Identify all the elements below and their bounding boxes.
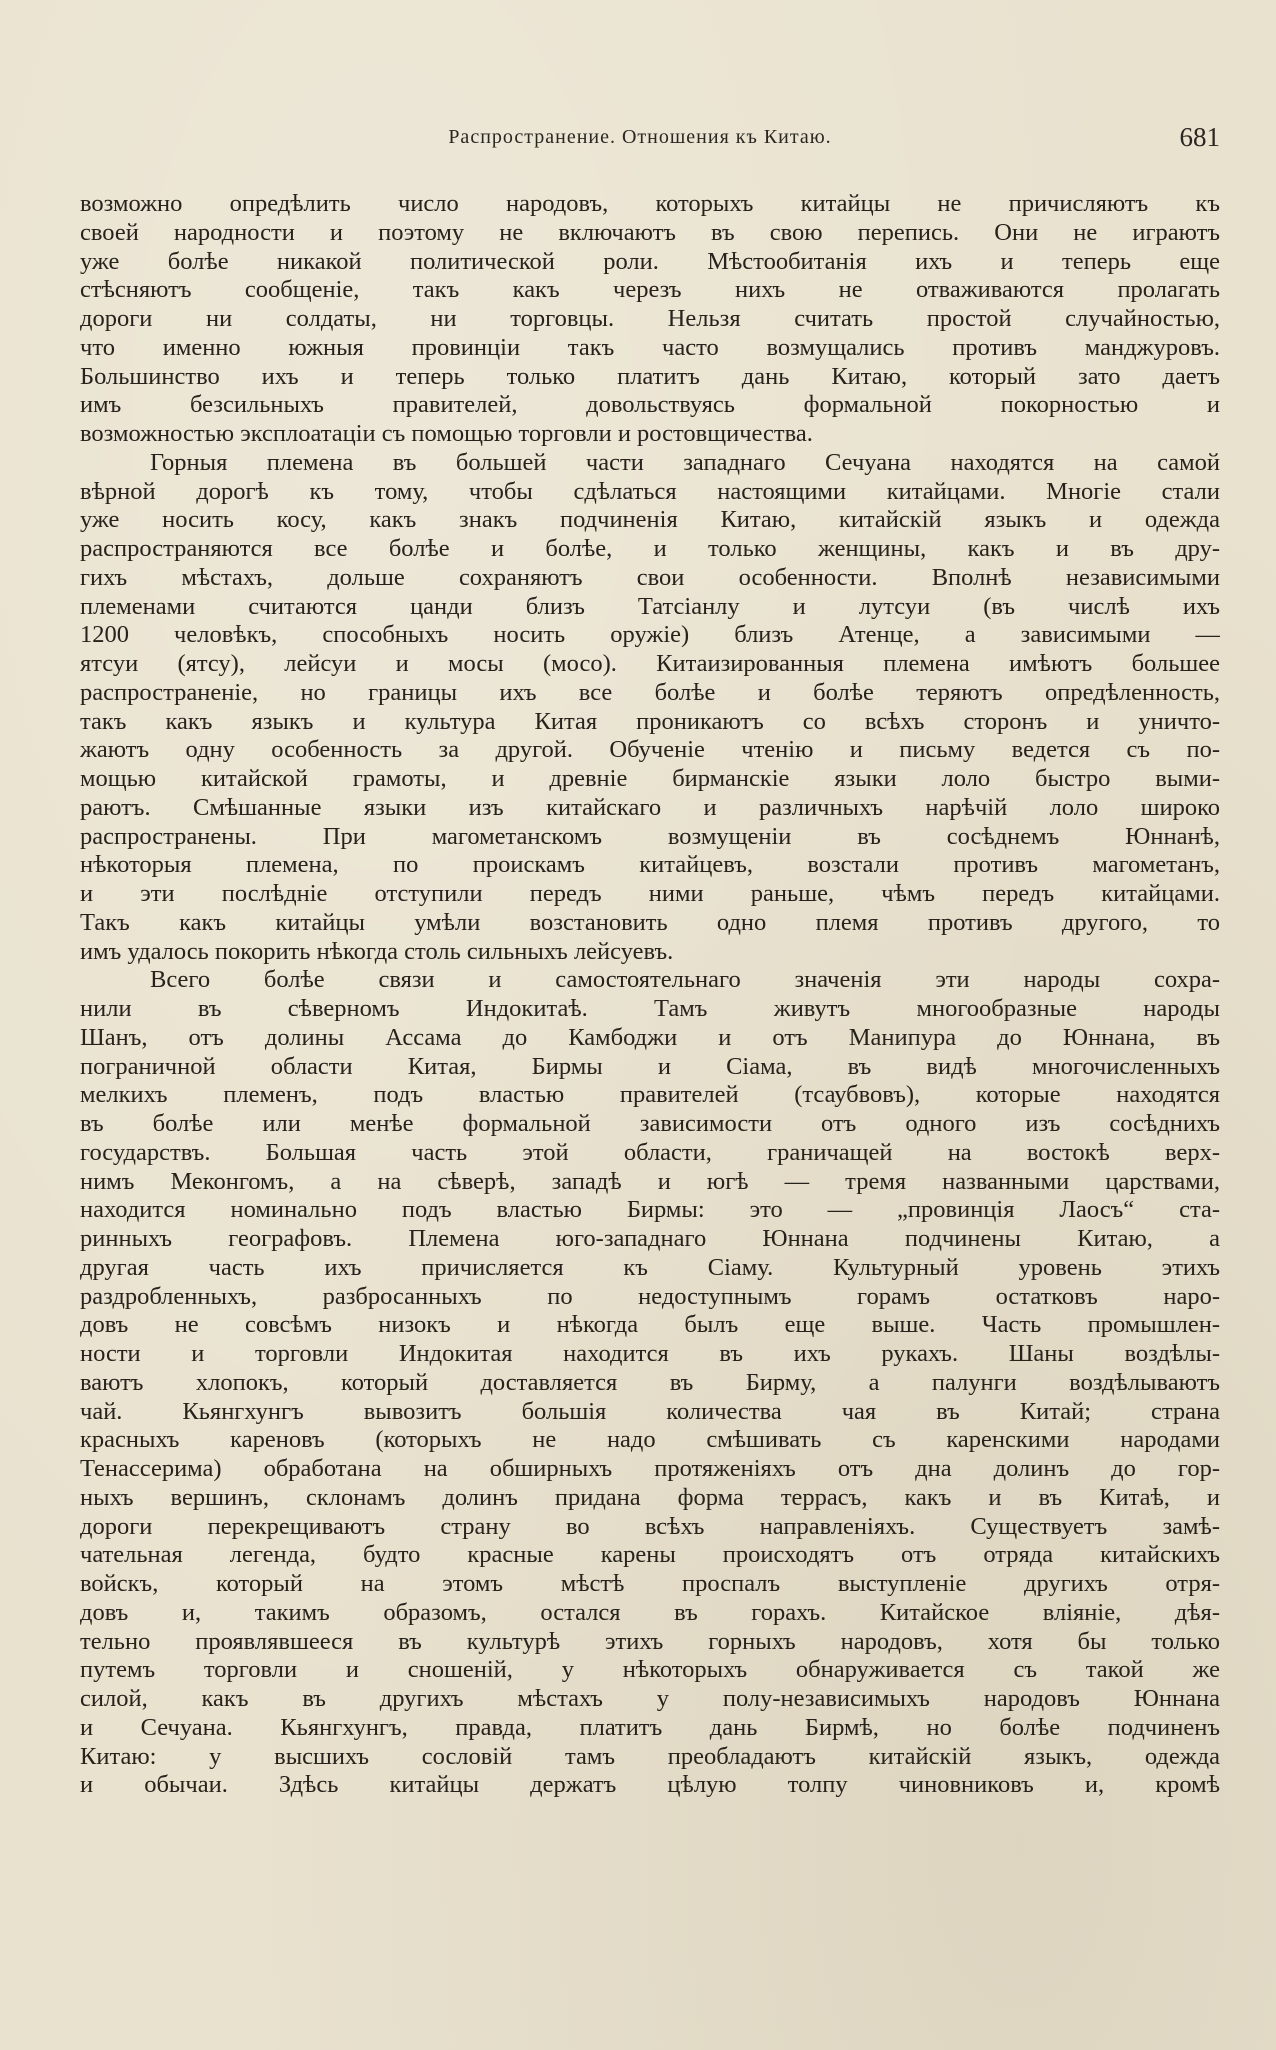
text-line: своей народности и поэтому не включаютъ въ свою перепись. Они не играютъ	[80, 218, 1220, 246]
text-line: находится номинально подъ властью Бирмы: это — „провинція Лаосъ“ ста-	[80, 1196, 1220, 1224]
text-line: чательная легенда, будто красные карены происходятъ отъ отряда китайскихъ	[80, 1541, 1220, 1569]
text-line: ности и торговли Индокитая находится въ ихъ рукахъ. Шаны воздѣлы-	[80, 1340, 1220, 1367]
text-line: имъ безсильныхъ правителей, довольствуясь формальной покорностью и	[80, 391, 1220, 419]
text-line: такъ какъ языкъ и культура Китая проникаютъ со всѣхъ сторонъ и уничто-	[80, 707, 1220, 735]
text-line: что именно южныя провинціи такъ часто возмущались противъ манджуровъ.	[80, 333, 1220, 361]
paragraph-start-line: Всего болѣе связи и самостоятельнаго значенія эти народы сохра-	[150, 966, 1220, 994]
text-line: возможностью эксплоатаціи съ помощью торговли и ростовщичества.	[80, 420, 813, 447]
page-number: 681	[1179, 122, 1220, 152]
text-line: пограничной области Китая, Бирмы и Сіама, въ видѣ многочисленныхъ	[80, 1052, 1220, 1080]
text-line: Большинство ихъ и теперь только платитъ дань Китаю, который зато даетъ	[80, 362, 1220, 390]
text-line: имъ удалось покорить нѣкогда столь сильныхъ лейсуевъ.	[80, 937, 674, 965]
text-line: тельно проявлявшееся въ культурѣ этихъ горныхъ народовъ, хотя бы только	[80, 1627, 1220, 1655]
text-line: мелкихъ племенъ, подъ властью правителей (тсаубвовъ), которые находятся	[80, 1081, 1220, 1109]
text-line: мощью китайской грамоты, и древніе бирманскіе языки лоло быстро выми-	[80, 765, 1220, 792]
text-line: и обычаи. Здѣсь китайцы держатъ цѣлую толпу чиновниковъ и, кромѣ	[80, 1771, 1220, 1799]
text-line: силой, какъ въ другихъ мѣстахъ у полу-независимыхъ народовъ Юннана	[80, 1685, 1220, 1712]
text-line: и Сечуана. Кьянгхунгъ, правда, платитъ дань Бирмѣ, но болѣе подчиненъ	[80, 1713, 1220, 1741]
text-line: 1200 человѣкъ, способныхъ носить оружіе) близъ Атенце, а зависимыми —	[80, 621, 1220, 649]
text-line: довъ и, такимъ образомъ, остался въ горахъ. Китайское вліяніе, дѣя-	[80, 1598, 1220, 1626]
text-line: Китаю: у высшихъ сословій тамъ преобладаютъ китайскій языкъ, одежда	[80, 1742, 1220, 1770]
text-line: жаютъ одну особенность за другой. Обученіе чтенію и письму ведется съ по-	[80, 736, 1220, 764]
text-line: нимъ Меконгомъ, а на сѣверѣ, западѣ и югѣ — тремя названными царствами,	[80, 1167, 1220, 1195]
text-line: нѣкоторыя племена, по проискамъ китайцевъ, возстали противъ магометанъ,	[80, 851, 1220, 879]
text-line: красныхъ кареновъ (которыхъ не надо смѣшивать съ каренскими народами	[80, 1426, 1220, 1454]
text-line: вѣрной дорогѣ къ тому, чтобы сдѣлаться настоящими китайцами. Многіе стали	[80, 477, 1220, 505]
text-line: племенами считаются цанди близъ Татсіанлу и лутсуи (въ числѣ ихъ	[80, 592, 1220, 620]
text-line: дороги перекрещиваютъ страну во всѣхъ направленіяхъ. Существуетъ замѣ-	[80, 1512, 1220, 1540]
text-line: нили въ сѣверномъ Индокитаѣ. Тамъ живутъ многообразные народы	[80, 995, 1220, 1022]
text-line: уже болѣе никакой политической роли. Мѣстообитанія ихъ и теперь еще	[80, 247, 1220, 275]
running-head: Распространение. Отношения къ Китаю.	[448, 126, 832, 148]
text-line: ятсуи (ятсу), лейсуи и мосы (мосо). Китаизированныя племена имѣютъ большее	[80, 650, 1220, 677]
text-line: войскъ, который на этомъ мѣстѣ проспалъ выступленіе другихъ отря-	[80, 1570, 1220, 1597]
text-line: ныхъ вершинъ, склонамъ долинъ придана форма террасъ, какъ и въ Китаѣ, и	[80, 1483, 1220, 1511]
text-line: распространены. При магометанскомъ возмущеніи въ сосѣднемъ Юннанѣ,	[80, 822, 1220, 850]
text-line: возможно опредѣлить число народовъ, которыхъ китайцы не причисляютъ къ	[80, 190, 1220, 217]
text-line: и эти послѣдніе отступили передъ ними раньше, чѣмъ передъ китайцами.	[80, 880, 1220, 907]
text-line: чай. Кьянгхунгъ вывозитъ большія количества чая въ Китай; страна	[80, 1397, 1220, 1425]
text-line: Тенассерима) обработана на обширныхъ протяженіяхъ отъ дна долинъ до гор-	[80, 1455, 1220, 1482]
text-line: довъ не совсѣмъ низокъ и нѣкогда былъ еще выше. Часть промышлен-	[80, 1311, 1220, 1339]
text-line: путемъ торговли и сношеній, у нѣкоторыхъ обнаруживается съ такой же	[80, 1656, 1220, 1684]
text-line: другая часть ихъ причисляется къ Сіаму. Культурный уровень этихъ	[80, 1253, 1220, 1281]
text-line: раздробленныхъ, разбросанныхъ по недоступнымъ горамъ остатковъ наро-	[80, 1282, 1220, 1310]
text-line: раютъ. Смѣшанные языки изъ китайскаго и различныхъ нарѣчій лоло широко	[80, 793, 1220, 821]
text-line: стѣсняютъ сообщеніе, такъ какъ черезъ нихъ не отваживаются пролагать	[80, 276, 1220, 304]
text-line: ринныхъ географовъ. Племена юго-западнаго Юннана подчинены Китаю, а	[80, 1225, 1220, 1252]
text-line: государствъ. Большая часть этой области, граничащей на востокѣ верх-	[80, 1138, 1220, 1166]
text-line: дороги ни солдаты, ни торговцы. Нельзя считать простой случайностью,	[80, 305, 1220, 332]
text-line: Такъ какъ китайцы умѣли возстановить одно племя противъ другого, то	[80, 908, 1220, 936]
text-line: гихъ мѣстахъ, дольше сохраняютъ свои особенности. Вполнѣ независимыми	[80, 563, 1220, 591]
body-text	[80, 190, 1220, 1800]
paragraph-start-line: Горныя племена въ большей части западнаго Сечуана находятся на самой	[150, 448, 1220, 476]
text-line: Шанъ, отъ долины Ассама до Камбоджи и отъ Манипура до Юннана, въ	[80, 1023, 1220, 1051]
text-line: распространеніе, но границы ихъ все болѣе и болѣе теряютъ опредѣленность,	[80, 678, 1220, 706]
text-line: въ болѣе или менѣе формальной зависимости отъ одного изъ сосѣднихъ	[80, 1110, 1220, 1137]
text-line: уже носить косу, какъ знакъ подчиненія Китаю, китайскій языкъ и одежда	[80, 506, 1220, 534]
text-line: распространяются все болѣе и болѣе, и только женщины, какъ и въ дру-	[80, 535, 1220, 562]
text-line: ваютъ хлопокъ, который доставляется въ Бирму, а палунги воздѣлываютъ	[80, 1368, 1220, 1396]
